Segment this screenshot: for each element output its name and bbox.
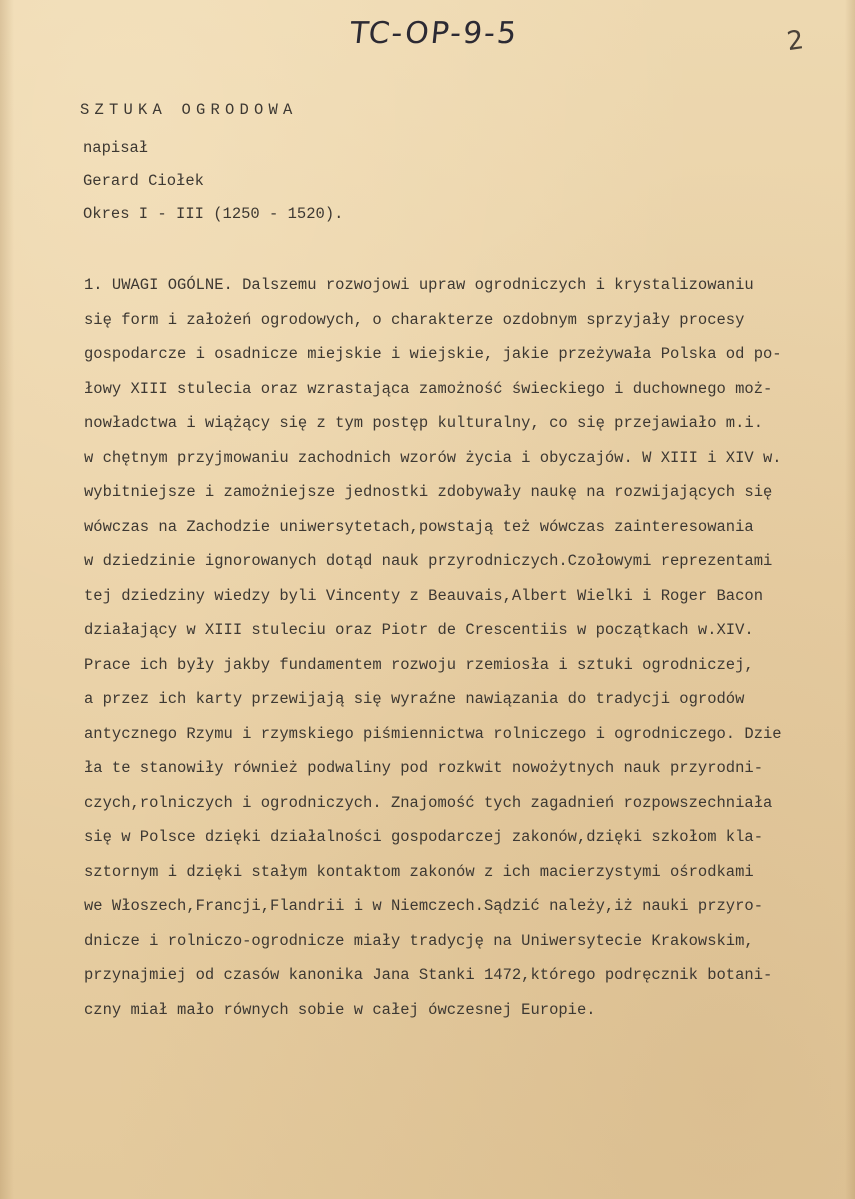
paragraph-line: wybitniejsze i zamożniejsze jednostki zdobywały naukę na rozwijających się [84,483,773,501]
paragraph-line: się form i założeń ogrodowych, o charakterze ozdobnym sprzyjały procesy [84,310,745,329]
reference-code: TC-OP-9-5 [348,16,520,51]
paragraph-line: a przez ich karty przewijają się wyraźne nawiązania do tradycji ogrodów [84,690,745,708]
byline: napisał [83,139,149,157]
folio-number: 2 [785,24,808,58]
paragraph-line: ła te stanowiły również podwaliny pod rozkwit nowożytnych nauk przyrodni- [84,759,764,777]
paragraph-line: w chętnym przyjmowaniu zachodnich wzorów życia i obyczajów. W XIII i XIV w. [84,448,782,467]
paragraph-line: czych,rolniczych i ogrodniczych. Znajomość tych zagadnień rozpowszechniała [84,793,773,812]
paragraph-line: łowy XIII stulecia oraz wzrastająca zamożność świeckiego i duchownego moż- [84,379,773,398]
period-range: Okres I - III (1250 - 1520). [83,205,344,223]
paragraph-line: sztornym i dzięki stałym kontaktom zakonów z ich macierzystymi ośrodkami [84,862,754,881]
author-name: Gerard Ciołek [83,172,204,190]
paragraph-line: antycznego Rzymu i rzymskiego piśmiennictwa rolniczego i ogrodniczego. Dzie [84,724,782,743]
paragraph-line: przynajmiej od czasów kanonika Jana Stanki 1472,którego podręcznik botani- [84,966,773,984]
paragraph-line: gospodarcze i osadnicze miejskie i wiejskie, jakie przeżywała Polska od po- [84,345,782,363]
paragraph-line: dnicze i rolniczo-ogrodnicze miały tradycję na Uniwersytecie Krakowskim, [84,931,754,950]
paragraph-line: 1. UWAGI OGÓLNE. Dalszemu rozwojowi upraw ogrodniczych i krystalizowaniu [84,276,754,294]
document-title: SZTUKA OGRODOWA [80,101,298,119]
paragraph-line: Prace ich były jakby fundamentem rozwoju rzemiosła i sztuki ogrodniczej, [84,655,754,674]
paragraph-line: we Włoszech,Francji,Flandrii i w Niemczech.Sądzić należy,iż nauki przyro- [84,897,764,915]
paragraph-line: czny miał mało równych sobie w całej ówczesnej Europie. [84,1000,596,1019]
paragraph-line: tej dziedziny wiedzy byli Vincenty z Beauvais,Albert Wielki i Roger Bacon [84,586,764,605]
paragraph-line: wówczas na Zachodzie uniwersytetach,powstają też wówczas zainteresowania [84,517,754,536]
paragraph-line: działający w XIII stuleciu oraz Piotr de Crescentiis w początkach w.XIV. [84,621,754,639]
body-paragraph [84,268,844,1027]
paragraph-line: nowładctwa i wiążący się z tym postęp kulturalny, co się przejawiało m.i. [84,414,764,432]
paragraph-line: w dziedzinie ignorowanych dotąd nauk przyrodniczych.Czołowymi reprezentami [84,552,773,570]
paragraph-line: się w Polsce dzięki działalności gospodarczej zakonów,dzięki szkołom kla- [84,828,764,846]
